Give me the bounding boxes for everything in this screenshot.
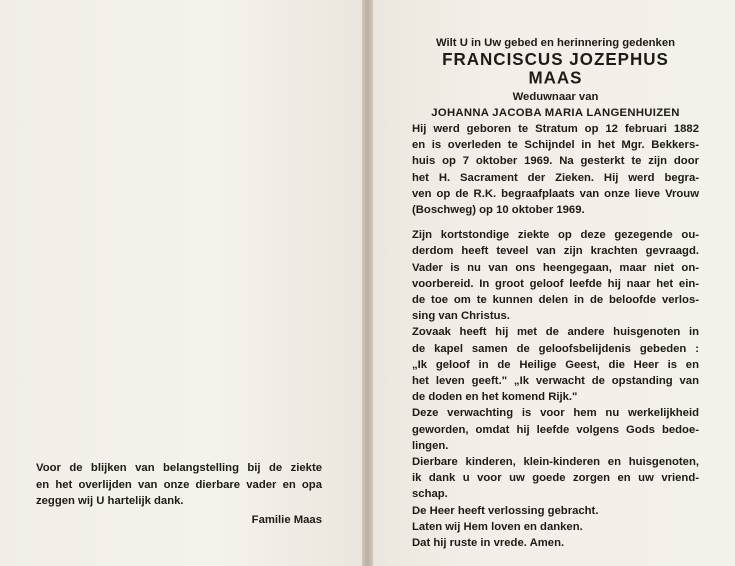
body-line: lingen. bbox=[412, 439, 449, 452]
body-line: Dierbare kinderen, klein-kinderen en huisgenoten, bbox=[412, 456, 699, 469]
body-line: Zijn kortstondige ziekte op deze gezegende ou- bbox=[412, 229, 699, 242]
bio-line: ven op de R.K. begraafplaats van onze lieve Vrouw bbox=[412, 187, 699, 200]
memorial-text bbox=[412, 35, 699, 551]
body-line: ik dank u voor uw goede zorgen en uw vriend- bbox=[412, 472, 699, 485]
bio-line: en is overleden te Schijndel in het Mgr. Bekkers- bbox=[412, 139, 699, 152]
body-line: de kapel samen de geloofsbelijdenis gebeden : bbox=[412, 342, 699, 355]
thanks-line: Voor de blijken van belangstelling bij de ziekte bbox=[36, 462, 322, 474]
signature: Familie Maas bbox=[251, 514, 322, 526]
body-line: de toe om te kunnen delen in de beloofde verlos- bbox=[412, 294, 699, 307]
body-line: het leven geeft." „Ik verwacht de opstanding van bbox=[412, 375, 699, 388]
body-line: Zovaak heeft hij met de andere huisgenoten in bbox=[412, 326, 699, 339]
body-line: geworden, omdat hij leefde volgens Gods bedoe- bbox=[412, 423, 699, 436]
body-line: sing van Christus. bbox=[412, 310, 510, 323]
body-line: voorbereid. In groot geloof leefde hij naar het ein- bbox=[412, 277, 699, 290]
widower-of-label: Weduwnaar van bbox=[512, 91, 599, 103]
body-line: derdom heeft teveel van zijn krachten gevraagd. bbox=[412, 245, 699, 258]
bio-line: huis op 7 oktober 1969. Na gesterkt te zijn door bbox=[412, 155, 699, 168]
body-line: schap. bbox=[412, 488, 448, 501]
body-line: de doden en het komend Rijk." bbox=[412, 391, 578, 404]
biography bbox=[412, 121, 699, 218]
thanks-line: en het overlijden van onze dierbare vader en opa bbox=[36, 478, 322, 491]
paragraph-gap bbox=[412, 218, 699, 227]
body-line: Laten wij Hem loven en danken. bbox=[412, 520, 583, 533]
reflection-text bbox=[412, 227, 699, 551]
left-panel bbox=[0, 0, 363, 566]
body-line: De Heer heeft verlossing gebracht. bbox=[412, 504, 599, 517]
intro-line: Wilt U in Uw gebed en herinnering gedenken bbox=[435, 37, 676, 49]
deceased-name-first: FRANCISCUS JOZEPHUS bbox=[442, 49, 669, 70]
body-line: Dat hij ruste in vrede. Amen. bbox=[412, 537, 565, 550]
bio-line: het H. Sacrament der Zieken. Hij werd begra- bbox=[412, 171, 699, 184]
body-line: Vader is nu van ons heengegaan, maar niet on- bbox=[412, 261, 699, 274]
body-line: Deze verwachting is voor hem nu werkelijkheid bbox=[412, 407, 699, 420]
body-line: „Ik geloof in de Heilige Geest, die Heer is en bbox=[412, 358, 699, 371]
bio-line: Hij werd geboren te Stratum op 12 februari 1882 bbox=[412, 123, 699, 135]
spouse-name: JOHANNA JACOBA MARIA LANGENHUIZEN bbox=[431, 107, 680, 119]
deceased-name-last: MAAS bbox=[528, 67, 583, 88]
bio-line: (Boschweg) op 10 oktober 1969. bbox=[412, 204, 585, 217]
thanks-line: zeggen wij U hartelijk dank. bbox=[36, 495, 184, 507]
thanks-text bbox=[36, 460, 322, 526]
